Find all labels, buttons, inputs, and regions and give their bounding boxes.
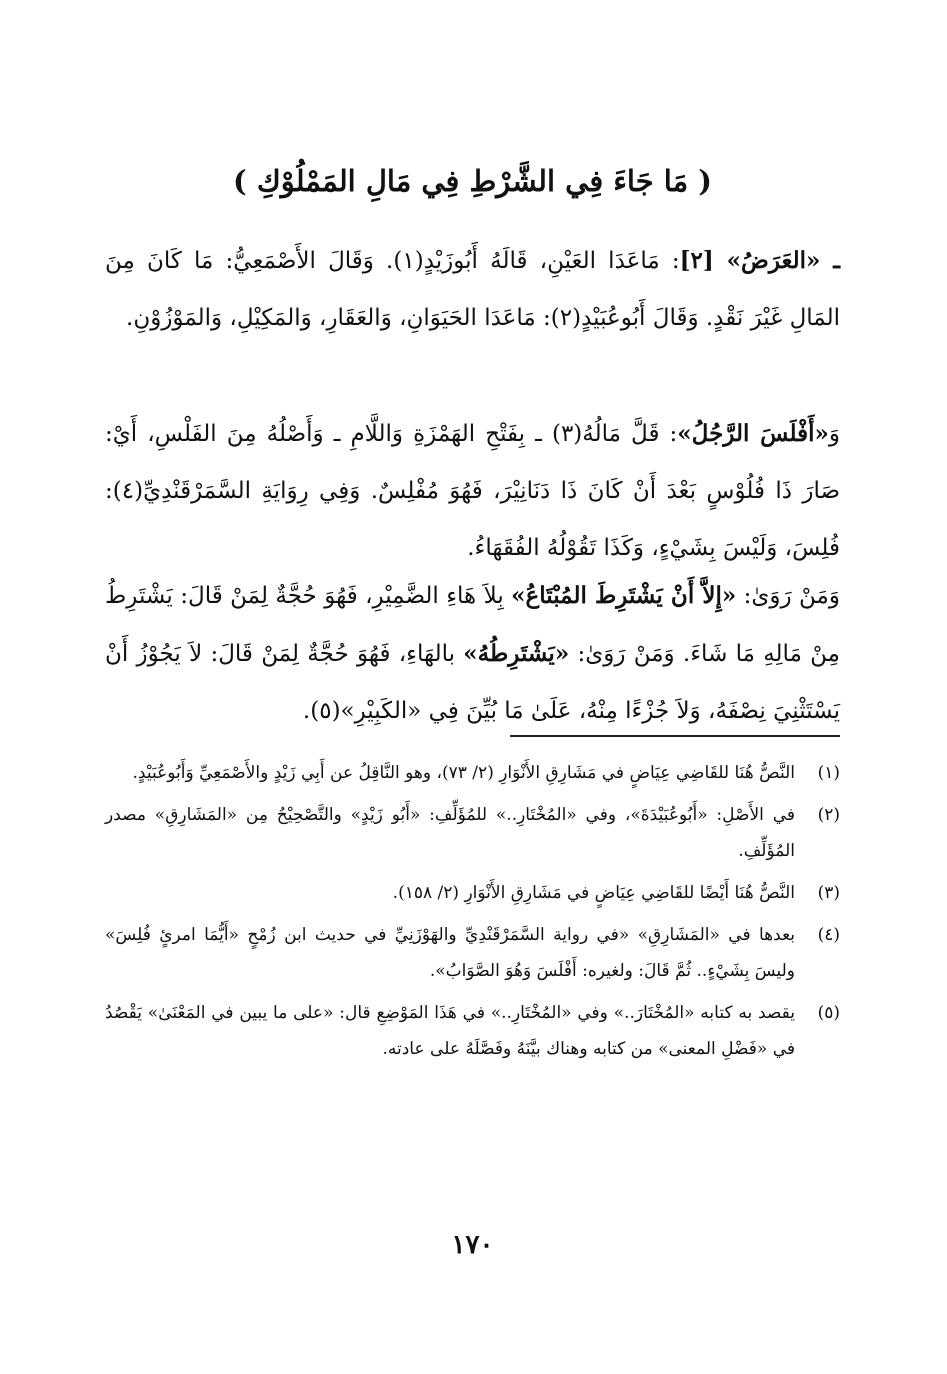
footnote-text: النَّصُّ هُنَا للقَاضِي عِيَاضٍ في مَشَارِقِ الأَنْوَارِ (٢/ ٧٣)، وهو النَّاقِلُ عن أَبِي زَيْدٍ والأَصْمَعِيِّ وَأَبُوعُبَيْدٍ.	[132, 763, 795, 783]
term-yashtarituhu: «يَشْتَرِطُهُ»	[463, 640, 570, 667]
footnote-number: (٥)	[817, 1003, 840, 1023]
term-aflasa: «أَفْلَسَ الرَّجُلُ»	[677, 420, 829, 447]
footnotes	[105, 755, 840, 1073]
book-page	[105, 0, 840, 1374]
paragraph-arad	[105, 232, 840, 347]
paragraph-yashtarit	[105, 567, 840, 740]
footnote	[105, 755, 840, 791]
footnote-number: (١)	[817, 763, 840, 783]
paragraph-aflasa-prefix: وَ	[828, 421, 840, 447]
paragraph-yashtarit-text: بالهَاءِ، فَهُوَ حُجَّةٌ لِمَنْ قَالَ: لاَ يَجُوْزُ أَنْ يَسْتَثْنِيَ نِصْفَهُ، وَلاَ جُزْءًا مِنْهُ، عَلَىٰ مَا بُيِّنَ فِي «الكَبِيْرِ»(٥).	[105, 641, 840, 724]
paragraph-arad-text: : مَاعَدَا العَيْنِ، قَالَهُ أَبُوزَيْدٍ(١). وَقَالَ الأَصْمَعِيُّ: مَا كَانَ مِنَ المَالِ غَيْرَ نَقْدٍ. وَقَالَ أَبُوعُبَيْدٍ(٢): مَاعَدَا الحَيَوَانِ، وَالعَقَارِ، وَالمَكِيْلِ، وَالمَوْزُوْنِ.	[105, 248, 840, 331]
paragraph-aflasa-text: : قَلَّ مَالُهُ(٣) ـ بِفَتْحِ الهَمْزَةِ وَاللَّامِ ـ وَأَصْلُهُ مِنَ الفَلْسِ، أَيْ: صَارَ ذَا فُلُوْسٍ بَعْدَ أَنْ كَانَ ذَا دَنَانِيْرَ، فَهُوَ مُفْلِسٌ. وَفِي رِوَايَةِ السَّمَرْقَنْدِيِّ(٤): فُلِسَ، وَلَيْسَ بِشَيْءٍ، وَكَذَا تَقُوْلُهُ الفُقَهَاءُ.	[105, 421, 840, 561]
footnote-text: في الأَصْلِ: «أَبُوعُبَيْدَةَ»، وفي «المُخْتَارِ..» للمُؤَلِّفِ: «أَبُو زَيْدٍ» والتَّصْحِيْحُ مِن «المَشَارِقِ» مصدر المُؤَلِّفِ.	[105, 805, 795, 861]
paragraph-aflasa	[105, 405, 840, 577]
footnote-separator	[510, 735, 840, 737]
term-yashtarit: «إِلاَّ أَنْ يَشْتَرِطَ المُبْتَاعُ»	[511, 582, 737, 609]
footnote	[105, 917, 840, 989]
paragraph-yashtarit-mid: بِلاَ هَاءِ الضَّمِيْرِ، فَهُوَ حُجَّةٌ لِمَنْ قَالَ: يَشْتَرِطُ مِنْ مَالِهِ مَا شَاءَ. وَمَنْ رَوَىٰ:	[105, 583, 840, 667]
footnote-text: يقصد به كتابه «المُخْتَارَ..» وفي «المُخْتَارِ..» في هَذَا المَوْضِعِ قال: «على ما يبين في المَعْنَىٰ» يَقْصُدُ في «فَضْلِ المعنى» من كتابه وهناك بيَّنَهُ وفَصَّلَهُ على عادته.	[105, 1003, 795, 1059]
footnote	[105, 875, 840, 911]
page-number: ١٧٠	[451, 1230, 494, 1260]
footnote-number: (٢)	[817, 805, 840, 825]
term-arad: ـ «العَرَضُ» [٢]	[679, 247, 840, 274]
footnote-number: (٤)	[817, 925, 840, 945]
footnote	[105, 995, 840, 1067]
paragraph-yashtarit-prefix: وَمَنْ رَوَىٰ:	[736, 583, 840, 609]
footnote	[105, 797, 840, 869]
chapter-title: ( مَا جَاءَ فِي الشَّرْطِ فِي مَالِ المَمْلُوْكِ )	[233, 164, 712, 198]
footnote-number: (٣)	[817, 883, 840, 903]
footnote-text: بعدها في «المَشَارِقِ» «في رواية السَّمَرْقَنْدِيِّ والهَوْزَنِيِّ في حديث ابن زُمْحٍ «أَيُّمَا امرئٍ فُلِسَ» وليسَ بِشَيْءٍ.. ثُمَّ قَالَ: ولغيره: أَفْلَسَ وَهُوَ الصَّوَابُ».	[105, 925, 795, 981]
footnote-text: النَّصُّ هُنَا أَيْضًا للقَاضِي عِيَاضٍ في مَشَارِقِ الأَنْوَارِ (٢/ ١٥٨).	[392, 883, 795, 903]
